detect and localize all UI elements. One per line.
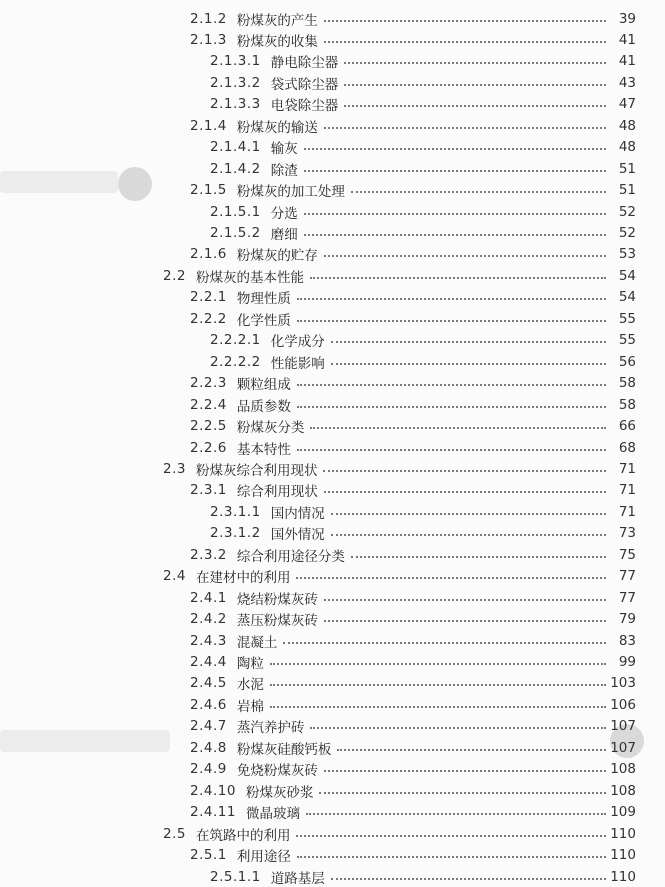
- toc-dot-leader: [324, 20, 606, 22]
- toc-entry[interactable]: [190, 544, 636, 565]
- toc-entry-number: 2.1.5: [190, 182, 227, 199]
- toc-entry-number: 2.4.8: [190, 739, 227, 756]
- toc-entry-page: 51: [618, 182, 636, 199]
- toc-dot-leader: [310, 727, 606, 729]
- toc-entry[interactable]: [210, 330, 636, 351]
- toc-dot-leader: [331, 513, 606, 515]
- toc-entry[interactable]: [190, 587, 636, 608]
- toc-dot-leader: [297, 384, 606, 386]
- toc-entry-page: 54: [618, 289, 636, 306]
- toc-entry-title: 国内情况: [270, 505, 325, 522]
- toc-entry-number: 2.3.1: [190, 482, 227, 499]
- toc-entry[interactable]: [190, 180, 636, 201]
- toc-entry-page: 108: [610, 761, 636, 778]
- toc-entry-number: 2.1.4: [190, 117, 227, 134]
- toc-entry-number: 2.4.4: [190, 654, 227, 670]
- toc-entry-title: 烧结粉煤灰砖: [236, 591, 318, 608]
- toc-entry-title: 化学成分: [270, 334, 325, 351]
- toc-entry-number: 2.1.4.2: [210, 160, 261, 177]
- toc-entry-title: 性能影响: [270, 355, 325, 372]
- toc-entry[interactable]: [163, 823, 636, 844]
- toc-entry-title: 物理性质: [236, 291, 291, 308]
- toc-entry-number: 2.1.2: [190, 10, 227, 27]
- toc-dot-leader: [324, 491, 606, 493]
- toc-entry-page: 48: [618, 139, 636, 156]
- toc-entry-page: 53: [618, 246, 636, 263]
- toc-entry-title: 岩棉: [236, 698, 264, 715]
- toc-entry[interactable]: [190, 694, 636, 715]
- toc-entry-number: 2.2.2.1: [210, 332, 261, 349]
- toc-entry-page: 58: [618, 375, 636, 392]
- toc-entry-number: 2.4.9: [190, 761, 227, 778]
- toc-entry-title: 品质参数: [236, 398, 291, 415]
- toc-entry[interactable]: [190, 394, 636, 415]
- toc-entry-page: 99: [618, 654, 636, 670]
- toc-entry[interactable]: [190, 416, 636, 437]
- toc-entry-number: 2.2.4: [190, 396, 227, 413]
- toc-entry-title: 道路基层: [270, 870, 325, 887]
- toc-entry-title: 混凝土: [236, 634, 278, 651]
- toc-entry-page: 77: [618, 568, 636, 585]
- toc-dot-leader: [331, 534, 606, 536]
- toc-dot-leader: [324, 620, 606, 622]
- toc-dot-leader: [296, 835, 606, 837]
- toc-dot-leader: [270, 663, 606, 665]
- toc-dot-leader: [296, 577, 606, 579]
- toc-dot-leader: [351, 556, 606, 558]
- toc-entry-number: 2.2: [163, 267, 186, 284]
- toc-entry-number: 2.4.11: [190, 804, 236, 821]
- toc-entry-number: 2.3.1.2: [210, 525, 261, 542]
- toc-entry-number: 2.4: [163, 568, 186, 585]
- toc-entry-title: 粉煤灰综合利用现状: [195, 462, 318, 479]
- toc-entry[interactable]: [210, 866, 636, 887]
- toc-entry-page: 77: [618, 589, 636, 606]
- toc-entry[interactable]: [163, 566, 636, 587]
- toc-dot-leader: [270, 684, 606, 686]
- toc-dot-leader: [324, 599, 606, 601]
- toc-entry-title: 陶粒: [236, 656, 264, 672]
- toc-entry[interactable]: [190, 8, 636, 29]
- toc-entry-title: 基本特性: [236, 441, 291, 458]
- toc-entry-page: 43: [618, 74, 636, 91]
- toc-entry[interactable]: [210, 51, 636, 72]
- toc-entry-title: 免烧粉煤灰砖: [236, 763, 318, 780]
- toc-entry-title: 利用途径: [236, 849, 291, 866]
- toc-entry-page: 71: [618, 482, 636, 499]
- toc-entry-number: 2.2.5: [190, 418, 227, 435]
- toc-entry-page: 58: [618, 396, 636, 413]
- toc-entry-number: 2.4.2: [190, 611, 227, 628]
- toc-entry-number: 2.5: [163, 825, 186, 842]
- toc-entry[interactable]: [210, 223, 636, 244]
- toc-entry[interactable]: [190, 308, 636, 329]
- toc-entry-title: 蒸压粉煤灰砖: [236, 613, 318, 630]
- toc-entry[interactable]: [190, 759, 636, 780]
- toc-dot-leader: [304, 213, 606, 215]
- toc-dot-leader: [324, 41, 606, 43]
- bleed-through-circle: [118, 167, 152, 201]
- toc-entry[interactable]: [190, 630, 636, 651]
- toc-entry-page: 55: [618, 310, 636, 327]
- toc-entry-page: 55: [618, 332, 636, 349]
- toc-entry[interactable]: [210, 201, 636, 222]
- toc-dot-leader: [331, 363, 606, 365]
- toc-dot-leader: [344, 105, 606, 107]
- toc-dot-leader: [331, 341, 606, 343]
- toc-entry-page: 41: [618, 31, 636, 48]
- toc-entry-number: 2.1.3: [190, 31, 227, 48]
- toc-entry[interactable]: [190, 802, 636, 823]
- toc-entry-page: 41: [618, 53, 636, 70]
- toc-entry-title: 袋式除尘器: [270, 76, 339, 93]
- toc-entry-title: 综合利用途径分类: [236, 548, 345, 565]
- toc-dot-leader: [310, 427, 606, 429]
- toc-entry-page: 56: [618, 353, 636, 370]
- toc-entry-title: 粉煤灰的贮存: [236, 248, 318, 265]
- toc-dot-leader: [297, 406, 606, 408]
- toc-entry-page: 71: [618, 503, 636, 520]
- toc-entry-title: 粉煤灰的产生: [236, 12, 318, 29]
- toc-entry[interactable]: [190, 673, 636, 694]
- toc-entry-title: 粉煤灰砂浆: [245, 784, 314, 801]
- toc-entry-title: 粉煤灰的收集: [236, 33, 318, 50]
- toc-entry[interactable]: [163, 458, 636, 479]
- toc-entry-number: 2.4.1: [190, 589, 227, 606]
- toc-entry-number: 2.2.2: [190, 310, 227, 327]
- toc-entry-title: 粉煤灰硅酸钙板: [236, 741, 332, 758]
- bleed-through-bar: [0, 730, 170, 752]
- toc-entry[interactable]: [210, 351, 636, 372]
- toc-entry[interactable]: [190, 373, 636, 394]
- toc-entry-number: 2.1.3.2: [210, 74, 261, 91]
- toc-entry-page: 48: [618, 117, 636, 134]
- toc-dot-leader: [344, 62, 606, 64]
- toc-entry[interactable]: [210, 137, 636, 158]
- toc-entry-number: 2.1.6: [190, 246, 227, 263]
- toc-entry[interactable]: [210, 72, 636, 93]
- toc-entry-title: 综合利用现状: [236, 484, 318, 501]
- toc-entry-number: 2.3: [163, 460, 186, 477]
- toc-entry-page: 109: [610, 804, 636, 821]
- toc-dot-leader: [304, 234, 606, 236]
- toc-entry-number: 2.3.1.1: [210, 503, 261, 520]
- toc-entry-title: 水泥: [236, 677, 264, 694]
- toc-entry-title: 化学性质: [236, 312, 291, 329]
- toc-dot-leader: [351, 191, 606, 193]
- toc-entry-page: 71: [618, 460, 636, 477]
- toc-entry-number: 2.2.1: [190, 289, 227, 306]
- toc-entry-page: 47: [618, 96, 636, 113]
- toc-entry-page: 103: [610, 675, 636, 692]
- toc-entry-page: 110: [610, 825, 636, 842]
- toc-dot-leader: [319, 792, 606, 794]
- toc-entry[interactable]: [190, 437, 636, 458]
- toc-dot-leader: [297, 298, 606, 300]
- toc-entry-title: 微晶玻璃: [245, 806, 300, 823]
- toc-entry[interactable]: [190, 29, 636, 50]
- toc-entry-title: 分选: [270, 205, 298, 222]
- toc-entry-title: 磨细: [270, 227, 298, 243]
- toc-dot-leader: [304, 170, 606, 172]
- toc-entry-title: 除渣: [270, 162, 298, 179]
- toc-entry-number: 2.1.4.1: [210, 139, 261, 156]
- toc-entry-number: 2.2.6: [190, 439, 227, 456]
- toc-entry[interactable]: [210, 158, 636, 179]
- toc-entry-title: 粉煤灰的加工处理: [236, 184, 345, 201]
- toc-entry[interactable]: [163, 265, 636, 286]
- toc-entry[interactable]: [190, 737, 636, 758]
- toc-entry-page: 107: [610, 718, 636, 735]
- toc-entry[interactable]: [190, 115, 636, 136]
- toc-entry[interactable]: [190, 480, 636, 501]
- toc-entry-title: 在筑路中的利用: [195, 827, 291, 844]
- toc-entry-number: 2.2.2.2: [210, 353, 261, 370]
- toc-dot-leader: [297, 449, 606, 451]
- toc-entry-page: 39: [618, 10, 636, 27]
- toc-entry[interactable]: [190, 780, 636, 801]
- toc-dot-leader: [283, 642, 606, 644]
- toc-dot-leader: [331, 878, 606, 880]
- toc-dot-leader: [297, 856, 606, 858]
- toc-entry-page: 110: [610, 868, 636, 885]
- toc-entry-number: 2.3.2: [190, 546, 227, 563]
- toc-entry-number: 2.4.7: [190, 718, 227, 735]
- toc-entry-page: 107: [610, 739, 636, 756]
- toc-entry-title: 粉煤灰的输送: [236, 119, 318, 136]
- toc-entry-number: 2.4.3: [190, 632, 227, 649]
- toc-entry-page: 73: [618, 525, 636, 542]
- toc-entry-page: 52: [618, 225, 636, 241]
- toc-entry-page: 110: [610, 847, 636, 864]
- toc-dot-leader: [310, 277, 606, 279]
- toc-dot-leader: [344, 84, 606, 86]
- toc-dot-leader: [323, 470, 606, 472]
- toc-entry-page: 52: [618, 203, 636, 220]
- toc-entry[interactable]: [210, 523, 636, 544]
- toc-entry[interactable]: [190, 716, 636, 737]
- toc-entry-number: 2.5.1: [190, 847, 227, 864]
- toc-entry-number: 2.1.5.2: [210, 225, 261, 241]
- toc-entry-page: 68: [618, 439, 636, 456]
- toc-entry-title: 国外情况: [270, 527, 325, 544]
- toc-entry-number: 2.1.3.1: [210, 53, 261, 70]
- toc-entry-title: 蒸汽养护砖: [236, 720, 305, 737]
- toc-entry-page: 54: [618, 267, 636, 284]
- toc-dot-leader: [270, 706, 606, 708]
- toc-entry-number: 2.4.5: [190, 675, 227, 692]
- toc-entry-title: 粉煤灰分类: [236, 420, 305, 437]
- toc-dot-leader: [297, 320, 606, 322]
- toc-entry-title: 电袋除尘器: [270, 98, 339, 115]
- toc-entry-page: 51: [618, 160, 636, 177]
- toc-entry-page: 66: [618, 418, 636, 435]
- toc-dot-leader: [304, 148, 606, 150]
- bleed-through-bar: [0, 171, 118, 193]
- toc-entry-page: 83: [618, 632, 636, 649]
- toc-entry-title: 颗粒组成: [236, 377, 291, 394]
- toc-entry-page: 79: [618, 611, 636, 628]
- toc-entry[interactable]: [190, 652, 636, 673]
- toc-entry-number: 2.1.3.3: [210, 96, 261, 113]
- toc-entry-title: 输灰: [270, 141, 298, 158]
- toc-entry-number: 2.4.10: [190, 782, 236, 799]
- toc-entry-number: 2.2.3: [190, 375, 227, 392]
- toc-entry-page: 108: [610, 782, 636, 799]
- toc-entry-title: 静电除尘器: [270, 55, 339, 72]
- toc-entry[interactable]: [210, 501, 636, 522]
- toc-dot-leader: [337, 749, 606, 751]
- toc-entry-title: 粉煤灰的基本性能: [195, 269, 304, 286]
- toc-dot-leader: [306, 813, 606, 815]
- toc-entry[interactable]: [210, 94, 636, 115]
- toc-entry-number: 2.1.5.1: [210, 203, 261, 220]
- toc-entry-page: 106: [610, 696, 636, 713]
- toc-entry-number: 2.4.6: [190, 696, 227, 713]
- toc-dot-leader: [324, 127, 606, 129]
- toc-dot-leader: [324, 255, 606, 257]
- toc-entry[interactable]: [190, 609, 636, 630]
- toc-dot-leader: [324, 770, 606, 772]
- toc-entry[interactable]: [190, 845, 636, 866]
- toc-entry-number: 2.5.1.1: [210, 868, 261, 885]
- toc-entry-page: 75: [618, 546, 636, 563]
- toc-entry[interactable]: [190, 287, 636, 308]
- toc-entry[interactable]: [190, 244, 636, 265]
- toc-entry-title: 在建材中的利用: [195, 570, 291, 587]
